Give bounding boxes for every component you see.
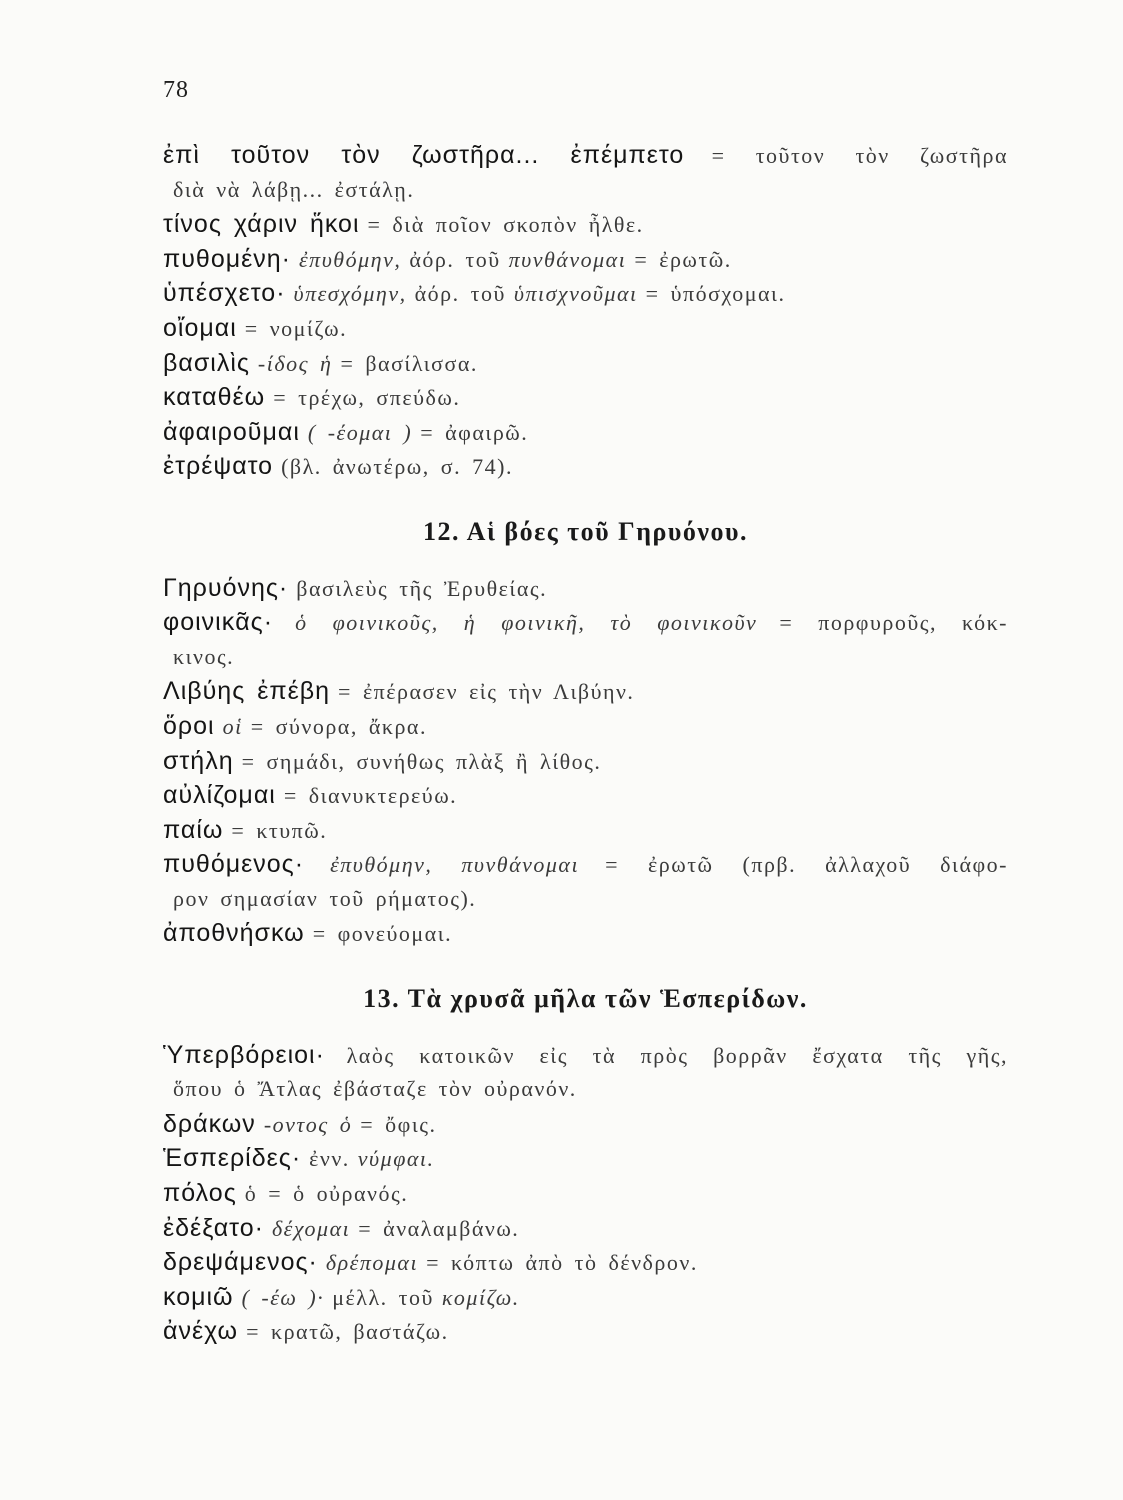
page-number: 78 xyxy=(163,77,189,103)
definition-italic: δρέπομαι xyxy=(325,1250,419,1276)
glossary-entry xyxy=(163,242,1008,277)
glossary-entry xyxy=(163,847,1008,916)
definition-text: λαὸς κατοικῶν εἰς τὰ πρὸς βορρᾶν ἔσχατα τῆς γῆς, xyxy=(346,1042,1008,1068)
definition-italic: ὁ φοινικοῦς, ἡ φοινικῆ, τὸ φοινικοῦν xyxy=(295,610,758,636)
definition-italic: ὑπισχνοῦμαι xyxy=(513,281,638,307)
glossary xyxy=(163,138,1008,1349)
glossary-section xyxy=(163,515,1008,951)
glossary-entry xyxy=(163,778,1008,813)
glossary-entry xyxy=(163,1038,1008,1107)
definition-text: ἐνν. xyxy=(309,1146,350,1172)
glossary-section xyxy=(163,982,1008,1349)
entry-line xyxy=(163,311,1008,346)
glossary-entry xyxy=(163,916,1008,951)
entry-line xyxy=(163,640,1008,675)
headword: δρεψάμενος· xyxy=(163,1248,318,1277)
headword: πόλος xyxy=(163,1179,237,1208)
entry-line xyxy=(163,744,1008,779)
entry-line xyxy=(163,1245,1008,1280)
definition-italic: ( -έομαι ) xyxy=(307,419,413,445)
definition-text: = διανυκτερεύω. xyxy=(283,783,458,809)
entry-line xyxy=(163,1107,1008,1142)
entry-line xyxy=(163,778,1008,813)
entry-line xyxy=(163,346,1008,381)
entry-line xyxy=(163,173,1008,208)
glossary-entry xyxy=(163,276,1008,311)
headword: οἴομαι xyxy=(163,313,237,342)
entry-line xyxy=(163,709,1008,744)
definition-text: = ὄφις. xyxy=(360,1111,437,1137)
headword: κομιῶ xyxy=(163,1282,234,1311)
definition-text: ὁ = ὁ οὐρανός. xyxy=(244,1181,409,1207)
headword: ἐπὶ τοῦτον τὸν ζωστῆρα... ἐπέμπετο xyxy=(163,141,685,169)
headword: πυθομένη· xyxy=(163,244,292,273)
entry-line xyxy=(163,813,1008,848)
definition-text: μέλλ. τοῦ xyxy=(332,1284,434,1310)
definition-italic: -οντος ὁ xyxy=(263,1111,353,1137)
glossary-entry xyxy=(163,207,1008,242)
entry-line xyxy=(163,882,1008,917)
definition-text: = διὰ ποῖον σκοπὸν ἦλθε. xyxy=(367,212,644,238)
entry-line xyxy=(163,138,1008,173)
entry-line xyxy=(163,276,1008,311)
glossary-entry xyxy=(163,571,1008,606)
entry-line xyxy=(163,1280,1008,1315)
definition-text: = ἐπέρασεν εἰς τὴν Λιβύην. xyxy=(338,679,635,705)
glossary-entry xyxy=(163,449,1008,484)
definition-text: ἀόρ. τοῦ xyxy=(409,246,501,272)
glossary-entry xyxy=(163,1245,1008,1280)
entry-line xyxy=(163,380,1008,415)
entry-line xyxy=(163,605,1008,640)
headword: Ὑπερβόρειοι· xyxy=(163,1040,325,1069)
definition-text: κινος. xyxy=(173,643,235,669)
headword: βασιλὶς xyxy=(163,348,250,377)
definition-italic: νύμφαι. xyxy=(357,1146,435,1172)
entry-line xyxy=(163,674,1008,709)
glossary-entry xyxy=(163,1141,1008,1176)
definition-italic: ἐπυθόμην, πυνθάνομαι xyxy=(330,852,580,878)
headword: ἀφαιροῦμαι xyxy=(163,417,300,446)
definition-italic: -ίδος ἡ xyxy=(257,350,333,376)
headword: φοινικᾶς· xyxy=(163,608,274,637)
entry-line xyxy=(163,1038,1008,1073)
headword: Γηρυόνης· xyxy=(163,573,289,602)
headword: καταθέω xyxy=(163,383,266,412)
definition-text: = σύνορα, ἄκρα. xyxy=(250,713,427,739)
headword: ὑπέσχετο· xyxy=(163,279,286,308)
entry-line xyxy=(163,1141,1008,1176)
entry-line xyxy=(163,1072,1008,1107)
definition-text: διὰ νὰ λάβῃ... ἐστάλῃ. xyxy=(173,176,415,202)
definition-italic: δέχομαι xyxy=(271,1215,351,1241)
headword: Λιβύης ἐπέβη xyxy=(163,677,331,706)
headword: στήλη xyxy=(163,746,234,775)
definition-text: = τρέχω, σπεύδω. xyxy=(273,385,461,411)
definition-text: = ἀναλαμβάνω. xyxy=(358,1215,520,1241)
definition-text: ἀόρ. τοῦ xyxy=(414,281,506,307)
definition-text: = ἐρωτῶ (πρβ. ἀλλαχοῦ διάφο- xyxy=(605,852,1009,878)
definition-text: = ἀφαιρῶ. xyxy=(420,419,529,445)
glossary-entry xyxy=(163,1107,1008,1142)
definition-text: = ἐρωτῶ. xyxy=(634,246,732,272)
definition-text: ρον σημασίαν τοῦ ρήματος). xyxy=(173,885,477,911)
entry-line xyxy=(163,1211,1008,1246)
headword: ὅροι xyxy=(163,711,215,740)
glossary-entry xyxy=(163,138,1008,207)
section-heading: 13. Τὰ χρυσᾶ μῆλα τῶν Ἑσπερίδων. xyxy=(363,984,808,1014)
entry-line xyxy=(163,1314,1008,1349)
definition-text: βασιλεὺς τῆς Ἐρυθείας. xyxy=(296,575,548,601)
definition-text: = σημάδι, συνήθως πλὰξ ἢ λίθος. xyxy=(241,748,602,774)
definition-text: = νομίζω. xyxy=(244,315,348,341)
entry-line xyxy=(163,449,1008,484)
headword: Ἑσπερίδες· xyxy=(163,1144,302,1173)
definition-italic: πυνθάνομαι xyxy=(508,246,627,272)
entry-line xyxy=(163,207,1008,242)
definition-text: = κόπτω ἀπὸ τὸ δένδρον. xyxy=(426,1250,698,1276)
section-heading: 12. Αἱ βόες τοῦ Γηρυόνου. xyxy=(423,516,748,546)
glossary-section xyxy=(163,138,1008,484)
headword: ἀποθνήσκω xyxy=(163,919,305,948)
headword: δράκων xyxy=(163,1109,256,1138)
headword: ἀνέχω xyxy=(163,1317,239,1346)
glossary-entry xyxy=(163,813,1008,848)
entry-line xyxy=(163,1176,1008,1211)
definition-text: ὅπου ὁ Ἄτλας ἐβάσταζε τὸν οὐρανόν. xyxy=(173,1076,577,1102)
headword: παίω xyxy=(163,815,224,844)
definition-italic: ὑπεσχόμην, xyxy=(293,281,407,307)
glossary-entry xyxy=(163,1280,1008,1315)
glossary-entry xyxy=(163,415,1008,450)
definition-italic: ἐπυθόμην, xyxy=(299,246,402,272)
definition-text: = φονεύομαι. xyxy=(312,921,453,947)
glossary-entry xyxy=(163,605,1008,674)
headword: ἐδέξατο· xyxy=(163,1213,264,1242)
headword: πυθόμενος· xyxy=(163,850,305,879)
glossary-entry xyxy=(163,709,1008,744)
definition-text: = πορφυροῦς, κόκ- xyxy=(779,610,1008,636)
glossary-entry xyxy=(163,744,1008,779)
definition-text: = κρατῶ, βαστάζω. xyxy=(246,1319,449,1345)
glossary-entry xyxy=(163,674,1008,709)
headword: τίνος χάριν ἥκοι xyxy=(163,210,360,239)
glossary-entry xyxy=(163,1314,1008,1349)
glossary-entry xyxy=(163,346,1008,381)
glossary-entry xyxy=(163,311,1008,346)
definition-italic: οἱ xyxy=(222,713,243,739)
definition-text: = κτυπῶ. xyxy=(231,817,328,843)
headword: αὐλίζομαι xyxy=(163,781,276,810)
definition-italic: ( -έω )· xyxy=(241,1284,325,1310)
entry-line xyxy=(163,847,1008,882)
glossary-entry xyxy=(163,1176,1008,1211)
glossary-entry xyxy=(163,380,1008,415)
definition-text: = ὑπόσχομαι. xyxy=(645,281,786,307)
definition-text: = βασίλισσα. xyxy=(340,350,478,376)
definition-italic: κομίζω. xyxy=(441,1284,520,1310)
entry-line xyxy=(163,571,1008,606)
definition-text: (βλ. ἀνωτέρω, σ. 74). xyxy=(281,454,513,480)
headword: ἐτρέψατο xyxy=(163,452,274,481)
entry-line xyxy=(163,242,1008,277)
definition-text: = τοῦτον τὸν ζωστῆρα xyxy=(711,143,1008,168)
glossary-entry xyxy=(163,1211,1008,1246)
entry-line xyxy=(163,916,1008,951)
entry-line xyxy=(163,415,1008,450)
